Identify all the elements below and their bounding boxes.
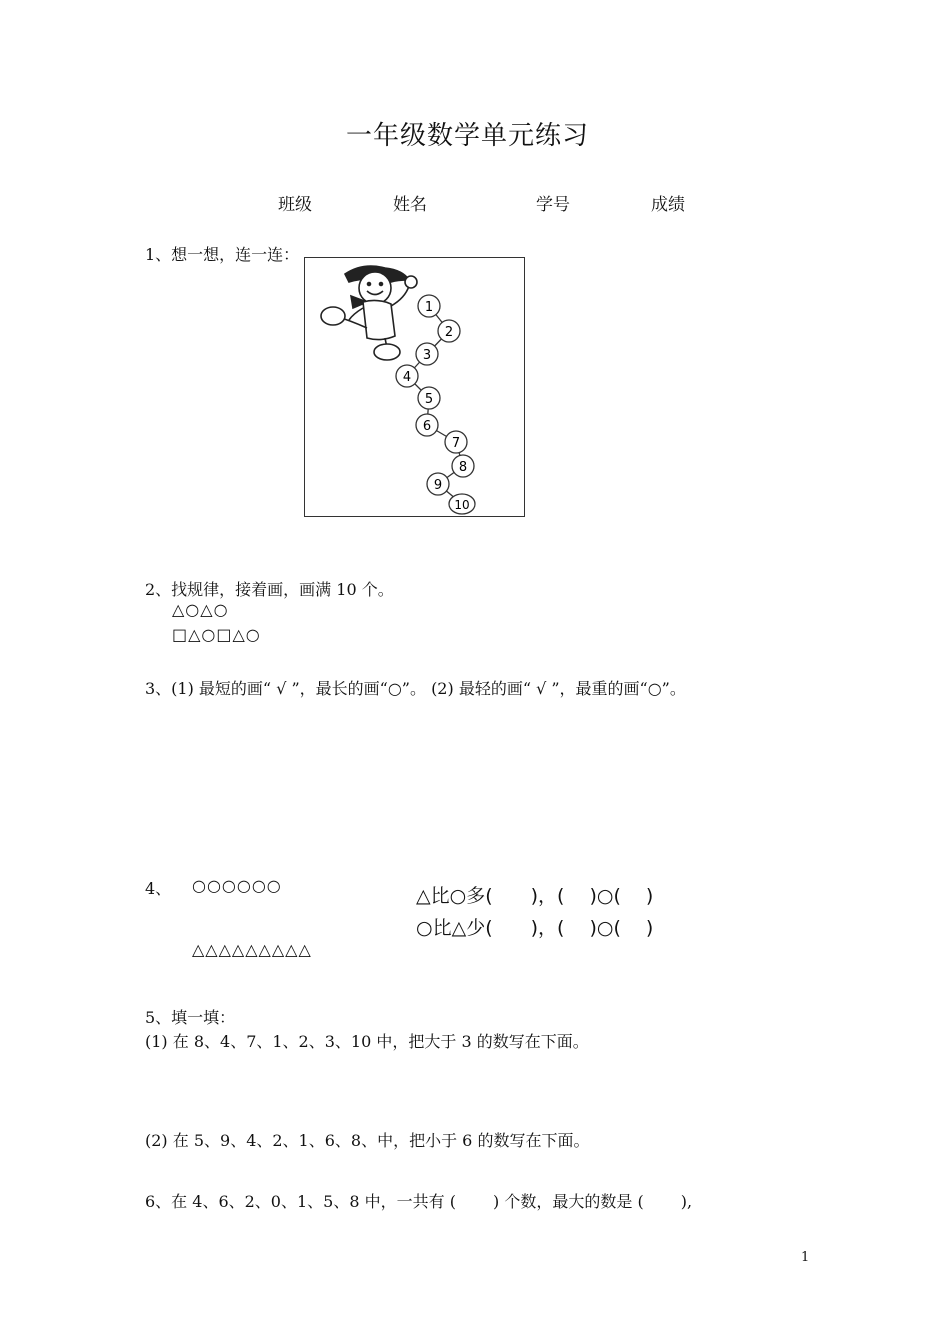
question-1: 1、想一想，连一连： <box>145 245 300 264</box>
question-6: 6、在 4、6、2、0、1、5、8 中，一共有 ( ) 个数，最大的数是 ( ), <box>145 1192 693 1211</box>
number-node-2 <box>438 320 460 342</box>
question-5-part-2: (2) 在 5、9、4、2、1、6、8、中，把小于 6 的数写在下面。 <box>145 1131 590 1150</box>
climbing-boy-picture <box>304 257 525 517</box>
pattern-2: □△○□△○ <box>172 625 261 644</box>
svg-text:1: 1 <box>424 300 434 315</box>
circle-row: ○○○○○○ <box>192 876 282 895</box>
number-node-7 <box>445 431 467 453</box>
triangle-row: △△△△△△△△△ <box>192 940 312 959</box>
svg-text:3: 3 <box>422 348 432 363</box>
number-node-6 <box>416 414 438 436</box>
svg-text:8: 8 <box>458 460 468 475</box>
page-number: 1 <box>801 1250 810 1265</box>
name-label: 姓名 <box>393 195 427 215</box>
score-label: 成绩 <box>651 195 685 215</box>
question-4-label: 4、 <box>145 879 172 898</box>
svg-text:5: 5 <box>424 392 434 407</box>
svg-text:7: 7 <box>451 436 461 451</box>
number-node-1 <box>418 295 440 317</box>
pattern-1: △○△○ <box>172 600 229 619</box>
comparison-line-2: ○比△少( )，( )○( ) <box>416 917 654 939</box>
svg-text:4: 4 <box>402 370 412 385</box>
number-label: 学号 <box>536 195 570 215</box>
question-5-part-1: (1) 在 8、4、7、1、2、3、10 中，把大于 3 的数写在下面。 <box>145 1032 589 1051</box>
page-title: 一年级数学单元练习 <box>346 121 590 151</box>
number-node-8 <box>452 455 474 477</box>
number-node-3 <box>416 343 438 365</box>
class-label: 班级 <box>278 195 312 215</box>
number-node-4 <box>396 365 418 387</box>
question-3: 3、(1) 最短的画“ √ ”，最长的画“○”。 (2) 最轻的画“ √ ”，最重的画“○”。 <box>145 679 686 698</box>
svg-text:9: 9 <box>433 478 443 493</box>
svg-text:10: 10 <box>454 498 470 512</box>
number-node-5 <box>418 387 440 409</box>
boy-number-ladder-illustration <box>305 258 524 516</box>
cartoon-boy <box>321 266 417 360</box>
question-2: 2、找规律，接着画，画满 10 个。 <box>145 580 394 599</box>
svg-text:2: 2 <box>444 325 454 340</box>
number-node-10 <box>449 494 475 514</box>
comparison-line-1: △比○多( )，( )○( ) <box>416 885 654 907</box>
question-5: 5、填一填： <box>145 1008 236 1027</box>
number-node-9 <box>427 473 449 495</box>
svg-text:6: 6 <box>422 419 432 434</box>
